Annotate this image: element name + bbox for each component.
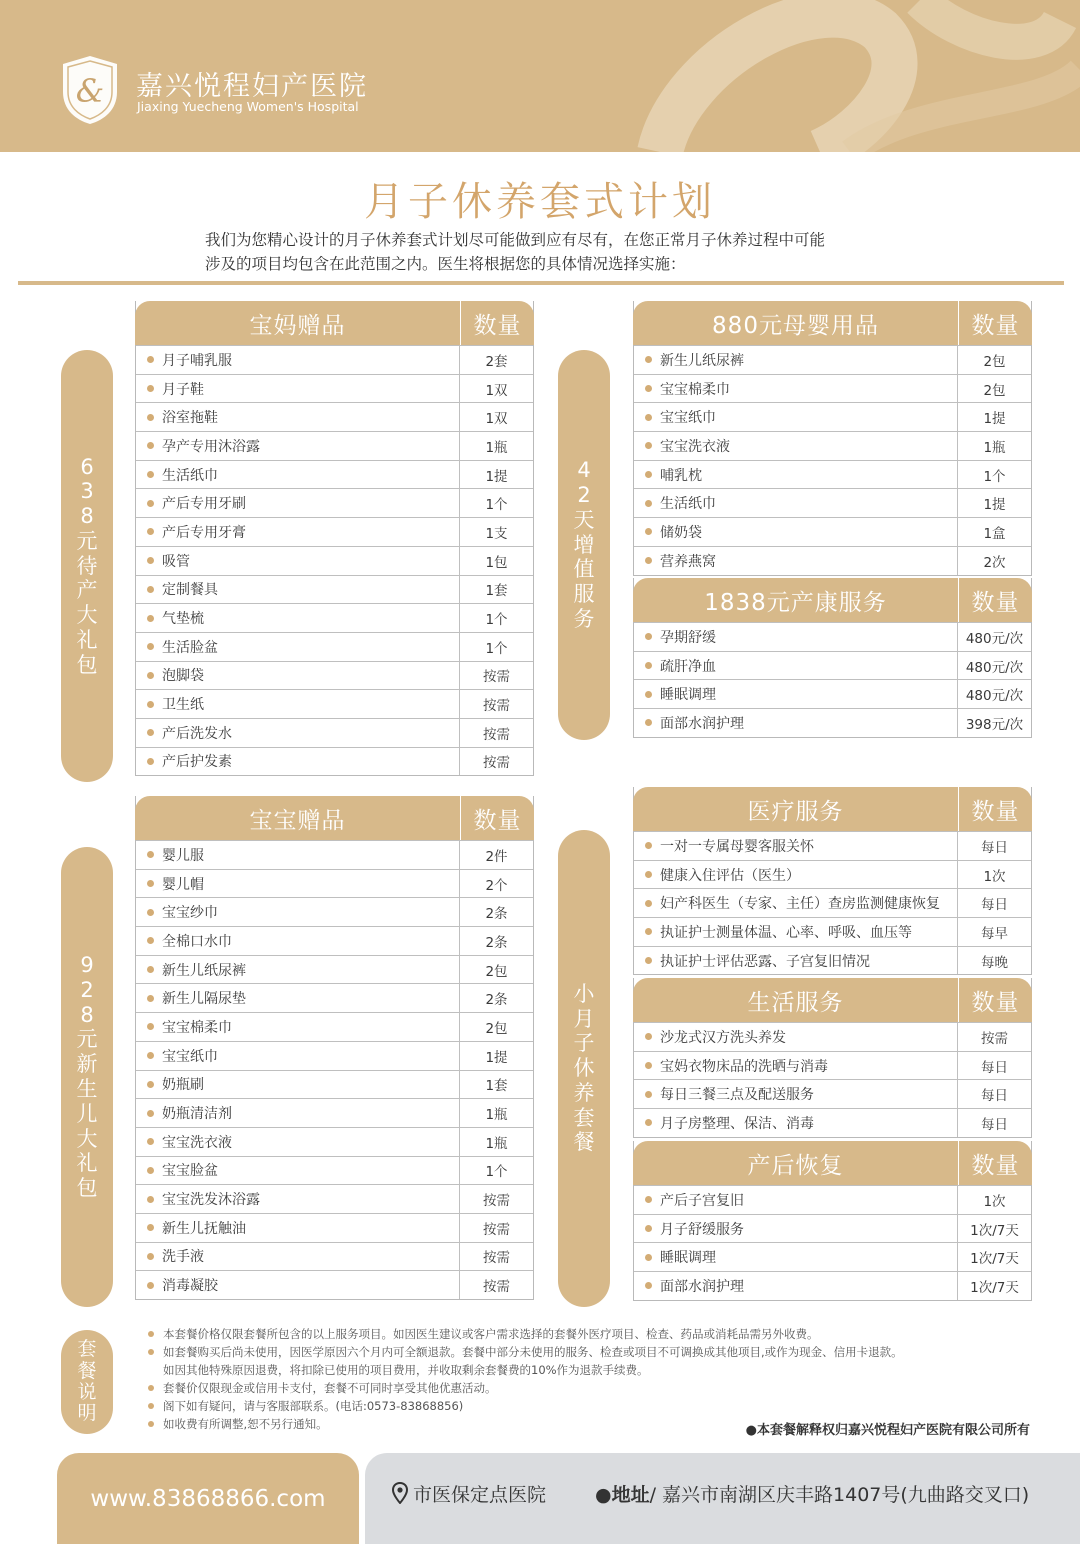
item-name: 孕产专用沐浴露 <box>136 432 459 460</box>
note-item: 如套餐购买后尚未使用，因医学原因六个月内可全额退款。套餐中部分未使用的服务、检查或项目不可调换成其他项目,或作为现金、信用卡退款。 <box>148 1343 903 1361</box>
table-row <box>634 831 1031 860</box>
item-name: 月子鞋 <box>136 375 459 403</box>
item-qty: 1套 <box>459 1071 533 1099</box>
item-qty: 2套 <box>459 346 533 374</box>
note-item: 套餐价仅限现金或信用卡支付，套餐不可同时享受其他优惠活动。 <box>148 1379 903 1397</box>
item-name: 月子哺乳服 <box>136 346 459 374</box>
item-qty: 1瓶 <box>459 432 533 460</box>
item-qty: 480元/次 <box>957 623 1031 651</box>
item-name: 执证护士评估恶露、子宫复旧情况 <box>634 947 957 975</box>
table-recovery <box>633 1141 1032 1301</box>
item-name: 婴儿服 <box>136 841 459 869</box>
table-row <box>136 869 533 898</box>
item-name: 产后护发素 <box>136 748 459 776</box>
table-row <box>136 955 533 984</box>
item-qty: 每日 <box>957 889 1031 917</box>
item-name: 吸管 <box>136 547 459 575</box>
item-name: 泡脚袋 <box>136 662 459 690</box>
item-qty: 2条 <box>459 984 533 1012</box>
item-qty: 每日 <box>957 832 1031 860</box>
table-row <box>634 1108 1031 1137</box>
item-name: 宝宝棉柔巾 <box>136 1013 459 1041</box>
table-row <box>634 1079 1031 1108</box>
hospital-logo-shield-icon <box>60 54 120 126</box>
item-qty: 2条 <box>459 898 533 926</box>
item-qty: 1双 <box>459 403 533 431</box>
item-name: 新生儿纸尿裤 <box>634 346 957 374</box>
item-name: 洗手液 <box>136 1243 459 1271</box>
table-title: 880元母婴用品 <box>712 312 879 339</box>
hospital-name-cn: 嘉兴悦程妇产医院 <box>136 71 368 102</box>
medical-insurance-label: 市医保定点医院 <box>413 1484 547 1506</box>
item-qty: 398元/次 <box>957 709 1031 737</box>
item-name: 面部水润护理 <box>634 709 957 737</box>
table-row <box>634 546 1031 575</box>
address-label: ●地址 <box>595 1484 650 1506</box>
item-name: 新生儿隔尿垫 <box>136 984 459 1012</box>
qty-header: 数量 <box>460 301 534 345</box>
item-qty: 1提 <box>459 461 533 489</box>
item-name: 储奶袋 <box>634 518 957 546</box>
item-qty: 按需 <box>957 1023 1031 1051</box>
item-qty: 1次 <box>957 861 1031 889</box>
item-name: 月子房整理、保洁、消毒 <box>634 1109 957 1137</box>
table-row <box>634 946 1031 975</box>
item-name: 新生儿纸尿裤 <box>136 956 459 984</box>
item-name: 健康入住评估（医生） <box>634 861 957 889</box>
website-link[interactable]: www.83868866.com <box>57 1453 359 1544</box>
table-title: 生活服务 <box>747 989 844 1016</box>
table-title: 产后恢复 <box>747 1152 844 1179</box>
item-name: 生活纸巾 <box>634 489 957 517</box>
table-row <box>634 860 1031 889</box>
table-row <box>136 1213 533 1242</box>
table-row <box>634 1271 1031 1300</box>
item-name: 产后子宫复旧 <box>634 1186 957 1214</box>
item-name: 宝宝脸盆 <box>136 1157 459 1185</box>
item-qty: 2包 <box>459 956 533 984</box>
item-name: 气垫梳 <box>136 604 459 632</box>
item-name: 面部水润护理 <box>634 1272 957 1300</box>
item-qty: 1次/7天 <box>957 1243 1031 1271</box>
qty-header: 数量 <box>958 578 1032 622</box>
item-name: 宝宝洗衣液 <box>136 1128 459 1156</box>
item-qty: 1瓶 <box>459 1099 533 1127</box>
table-row <box>136 488 533 517</box>
item-qty: 1提 <box>957 403 1031 431</box>
table-header <box>633 578 1032 622</box>
table-row <box>634 488 1031 517</box>
table-row <box>136 603 533 632</box>
table-row <box>136 374 533 403</box>
item-qty: 按需 <box>459 1243 533 1271</box>
item-name: 宝宝洗衣液 <box>634 432 957 460</box>
note-item: 如收费有所调整,恕不另行通知。 <box>148 1415 903 1433</box>
label-notes: 套 餐 说 明 <box>61 1330 113 1434</box>
item-qty: 每早 <box>957 918 1031 946</box>
item-name: 宝宝纱巾 <box>136 898 459 926</box>
table-row <box>136 747 533 776</box>
item-name: 月子舒缓服务 <box>634 1215 957 1243</box>
item-qty: 按需 <box>459 1185 533 1213</box>
item-name: 奶瓶刷 <box>136 1071 459 1099</box>
item-name: 哺乳枕 <box>634 461 957 489</box>
item-name: 宝宝纸巾 <box>634 403 957 431</box>
item-qty: 1个 <box>459 489 533 517</box>
table-row <box>136 689 533 718</box>
table-row <box>634 374 1031 403</box>
table-row <box>634 917 1031 946</box>
qty-header: 数量 <box>958 787 1032 831</box>
table-life <box>633 978 1032 1138</box>
item-qty: 每日 <box>957 1052 1031 1080</box>
label-service-42: 4 2 天 增 值 服 务 <box>558 350 610 740</box>
item-qty: 2件 <box>459 841 533 869</box>
item-qty: 2个 <box>459 870 533 898</box>
item-name: 宝妈衣物床品的洗晒与消毒 <box>634 1052 957 1080</box>
item-name: 睡眠调理 <box>634 1243 957 1271</box>
item-qty: 1套 <box>459 576 533 604</box>
item-qty: 2包 <box>957 346 1031 374</box>
label-gift-928: 9 2 8 元 新 生 儿 大 礼 包 <box>61 847 113 1307</box>
intro-line-1: 我们为您精心设计的月子休养套式计划尽可能做到应有尽有，在您正常月子休养过程中可能 <box>205 231 826 249</box>
item-name: 产后洗发水 <box>136 719 459 747</box>
page-title: 月子休养套式计划 <box>364 179 716 225</box>
item-qty: 1瓶 <box>459 1128 533 1156</box>
table-title: 宝妈赠品 <box>249 312 346 339</box>
item-qty: 按需 <box>459 690 533 718</box>
table-row <box>136 402 533 431</box>
item-qty: 1盒 <box>957 518 1031 546</box>
table-row <box>136 983 533 1012</box>
item-name: 营养燕窝 <box>634 547 957 575</box>
table-mother-baby <box>633 301 1032 576</box>
table-row <box>136 661 533 690</box>
item-name: 每日三餐三点及配送服务 <box>634 1080 957 1108</box>
location-pin-icon <box>392 1482 408 1504</box>
table-row <box>634 1051 1031 1080</box>
table-mom-gifts <box>135 301 534 776</box>
item-qty: 1次 <box>957 1186 1031 1214</box>
table-row <box>136 632 533 661</box>
item-qty: 480元/次 <box>957 680 1031 708</box>
item-qty: 1个 <box>957 461 1031 489</box>
item-qty: 每晚 <box>957 947 1031 975</box>
item-qty: 按需 <box>459 662 533 690</box>
table-row <box>136 517 533 546</box>
note-item: 如因其他特殊原因退费，将扣除已使用的项目费用，并收取剩余套餐费的10%作为退款手续费。 <box>163 1363 649 1377</box>
package-notes <box>148 1325 903 1433</box>
item-name: 全棉口水巾 <box>136 927 459 955</box>
item-qty: 1个 <box>459 604 533 632</box>
item-qty: 1提 <box>459 1042 533 1070</box>
item-qty: 2包 <box>459 1013 533 1041</box>
item-name: 孕期舒缓 <box>634 623 957 651</box>
item-name: 宝宝洗发沐浴露 <box>136 1185 459 1213</box>
item-qty: 2条 <box>459 927 533 955</box>
item-qty: 1支 <box>459 518 533 546</box>
note-item: 本套餐价格仅限套餐所包含的以上服务项目。如因医生建议或客户需求选择的套餐外医疗项目、检查、药品或消耗品需另外收费。 <box>148 1325 903 1343</box>
table-title: 1838元产康服务 <box>704 589 887 616</box>
item-name: 产后专用牙膏 <box>136 518 459 546</box>
qty-header: 数量 <box>958 978 1032 1022</box>
table-row <box>136 345 533 374</box>
table-row <box>136 897 533 926</box>
table-health <box>633 578 1032 738</box>
table-row <box>136 460 533 489</box>
item-name: 妇产科医生（专家、主任）查房监测健康恢复 <box>634 889 957 917</box>
table-row <box>634 1214 1031 1243</box>
table-row <box>634 1022 1031 1051</box>
item-qty: 按需 <box>459 1271 533 1299</box>
table-row <box>634 1242 1031 1271</box>
label-gift-638: 6 3 8 元 待 产 大 礼 包 <box>61 350 113 782</box>
item-name: 一对一专属母婴客服关怀 <box>634 832 957 860</box>
item-qty: 按需 <box>459 748 533 776</box>
item-qty: 按需 <box>459 719 533 747</box>
hospital-name-en: Jiaxing Yuecheng Women's Hospital <box>137 99 359 114</box>
table-row <box>136 431 533 460</box>
address-text: / 嘉兴市南湖区庆丰路1407号(九曲路交叉口) <box>649 1484 1030 1506</box>
item-qty: 1次/7天 <box>957 1272 1031 1300</box>
qty-header: 数量 <box>460 796 534 840</box>
table-row <box>136 1156 533 1185</box>
item-qty: 按需 <box>459 1214 533 1242</box>
item-name: 婴儿帽 <box>136 870 459 898</box>
qty-header: 数量 <box>958 1141 1032 1185</box>
item-qty: 1次/7天 <box>957 1215 1031 1243</box>
item-name: 定制餐具 <box>136 576 459 604</box>
table-row <box>634 888 1031 917</box>
item-name: 卫生纸 <box>136 690 459 718</box>
table-row <box>136 546 533 575</box>
table-row <box>634 402 1031 431</box>
item-name: 新生儿抚触油 <box>136 1214 459 1242</box>
table-row <box>136 718 533 747</box>
item-qty: 2次 <box>957 547 1031 575</box>
table-row <box>136 1070 533 1099</box>
item-qty: 1个 <box>459 633 533 661</box>
svg-text:&: & <box>75 72 105 110</box>
item-qty: 1提 <box>957 489 1031 517</box>
item-name: 宝宝棉柔巾 <box>634 375 957 403</box>
footer-info <box>365 1453 1080 1544</box>
item-name: 宝宝纸巾 <box>136 1042 459 1070</box>
table-row <box>136 1127 533 1156</box>
item-name: 疏肝净血 <box>634 652 957 680</box>
address <box>595 1480 1029 1507</box>
table-header <box>633 978 1032 1022</box>
table-row <box>634 708 1031 737</box>
item-name: 奶瓶清洁剂 <box>136 1099 459 1127</box>
item-name: 浴室拖鞋 <box>136 403 459 431</box>
item-qty: 1瓶 <box>957 432 1031 460</box>
item-qty: 1包 <box>459 547 533 575</box>
item-qty: 480元/次 <box>957 652 1031 680</box>
table-title: 医疗服务 <box>747 798 844 825</box>
table-row <box>136 1270 533 1299</box>
table-row <box>136 1184 533 1213</box>
item-qty: 每日 <box>957 1080 1031 1108</box>
table-header <box>135 301 534 345</box>
ampersand-swirl-decoration <box>620 0 1080 152</box>
table-medical <box>633 787 1032 975</box>
table-row <box>634 651 1031 680</box>
table-row <box>136 1098 533 1127</box>
table-row <box>634 1185 1031 1214</box>
table-row <box>634 431 1031 460</box>
item-qty: 1双 <box>459 375 533 403</box>
table-row <box>136 1012 533 1041</box>
table-row <box>634 679 1031 708</box>
table-header <box>633 301 1032 345</box>
table-row <box>136 1242 533 1271</box>
table-row <box>634 517 1031 546</box>
item-name: 消毒凝胶 <box>136 1271 459 1299</box>
table-row <box>634 460 1031 489</box>
table-row <box>634 622 1031 651</box>
item-qty: 1个 <box>459 1157 533 1185</box>
table-row <box>136 575 533 604</box>
table-header <box>633 787 1032 831</box>
label-package: 小 月 子 休 养 套 餐 <box>558 830 610 1307</box>
item-qty: 每日 <box>957 1109 1031 1137</box>
table-header <box>633 1141 1032 1185</box>
header-banner <box>0 0 1080 152</box>
table-row <box>136 1041 533 1070</box>
table-row <box>136 840 533 869</box>
item-name: 执证护士测量体温、心率、呼吸、血压等 <box>634 918 957 946</box>
note-item: 阁下如有疑问，请与客服部联系。(电话:0573-83868856) <box>148 1397 903 1415</box>
table-row <box>634 345 1031 374</box>
divider <box>18 281 1064 285</box>
item-name: 产后专用牙刷 <box>136 489 459 517</box>
item-qty: 2包 <box>957 375 1031 403</box>
table-baby-gifts <box>135 796 534 1300</box>
item-name: 生活脸盆 <box>136 633 459 661</box>
intro-line-2: 涉及的项目均包含在此范围之内。医生将根据您的具体情况选择实施： <box>205 255 686 273</box>
item-name: 生活纸巾 <box>136 461 459 489</box>
item-name: 沙龙式汉方洗头养发 <box>634 1023 957 1051</box>
qty-header: 数量 <box>958 301 1032 345</box>
copyright-notice: ●本套餐解释权归嘉兴悦程妇产医院有限公司所有 <box>745 1423 1030 1438</box>
table-title: 宝宝赠品 <box>249 807 346 834</box>
item-name: 睡眠调理 <box>634 680 957 708</box>
table-row <box>136 926 533 955</box>
table-header <box>135 796 534 840</box>
